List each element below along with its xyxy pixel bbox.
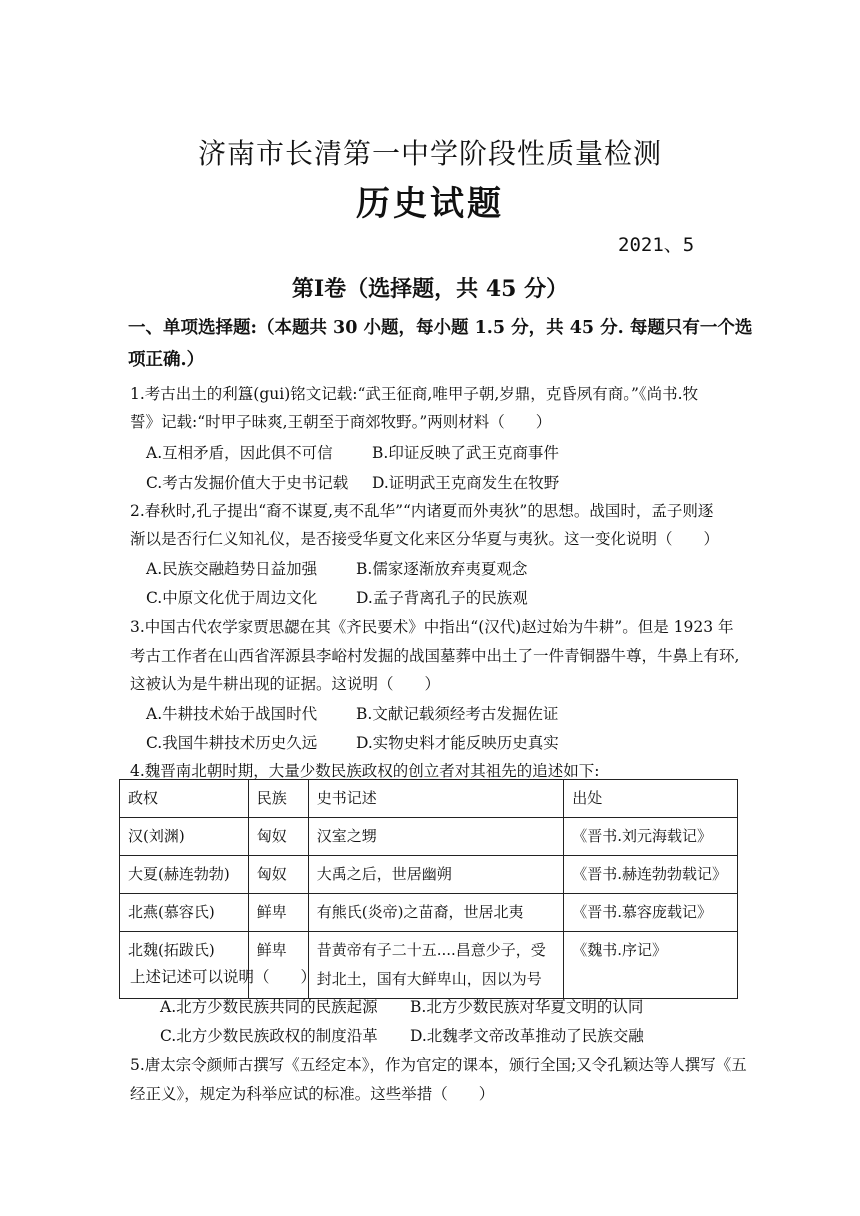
question-3-line2: 考古工作者在山西省浑源县李峪村发掘的战国墓葬中出土了一件青铜器牛尊，牛鼻上有环, xyxy=(130,647,740,665)
question-4-line1: 4.魏晋南北朝时期，大量少数民族政权的创立者对其祖先的追述如下: xyxy=(130,762,600,780)
question-5-line1: 5.唐太宗令颜师古撰写《五经定本》，作为官定的课本，颁行全国;又令孔颖达等人撰写《五 xyxy=(130,1056,747,1074)
question-1-option-a: A.互相矛盾，因此俱不可信 xyxy=(146,444,333,462)
exam-date: 2021、5 xyxy=(618,234,695,256)
table-header-cell: 政权 xyxy=(120,780,249,818)
question-5-line2: 经正义》，规定为科举应试的标准。这些举措（ ） xyxy=(130,1085,495,1103)
table-cell: 汉(刘渊) xyxy=(120,818,249,856)
table-cell: 《魏书.序记》 xyxy=(564,932,738,999)
question-1-option-b: B.印证反映了武王克商事件 xyxy=(372,444,559,462)
table-row xyxy=(120,856,738,894)
question-3-line3: 这被认为是牛耕出现的证据。这说明（ ） xyxy=(130,675,441,693)
question-2-option-c: C.中原文化优于周边文化 xyxy=(146,589,318,607)
table-header-row xyxy=(120,780,738,818)
table-header-cell: 出处 xyxy=(564,780,738,818)
question-4-option-d: D.北魏孝文帝改革推动了民族交融 xyxy=(410,1027,644,1045)
question-2-line2: 渐以是否行仁义知礼仪，是否接受华夏文化来区分华夏与夷狄。这一变化说明（ ） xyxy=(130,530,720,548)
table-row xyxy=(120,894,738,932)
table-cell: 北燕(慕容氏) xyxy=(120,894,249,932)
question-3-option-b: B.文献记载须经考古发掘佐证 xyxy=(356,705,559,723)
table-row xyxy=(120,818,738,856)
question-2-option-b: B.儒家逐渐放弃夷夏观念 xyxy=(356,560,528,578)
question-2-option-a: A.民族交融趋势日益加强 xyxy=(146,560,318,578)
table-cell: 匈奴 xyxy=(248,818,308,856)
school-title: 济南市长清第一中学阶段性质量检测 xyxy=(197,137,662,170)
question-2-option-d: D.孟子背离孔子的民族观 xyxy=(356,589,528,607)
question-3-option-a: A.牛耕技术始于战国时代 xyxy=(146,705,318,723)
question-1-line2: 誓》记载:“时甲子昧爽,王朝至于商郊牧野。”两则材料（ ） xyxy=(130,413,552,431)
table-cell: 鲜卑 xyxy=(248,932,308,999)
table-cell: 匈奴 xyxy=(248,856,308,894)
question-1-line1: 1.考古出土的利簋(gui)铭文记载:“武王征商,唯甲子朝,岁鼎，克昏夙有商。”《尚书.牧 xyxy=(130,385,699,403)
table-cell: 有熊氏(炎帝)之苗裔，世居北夷 xyxy=(308,894,564,932)
table-header-cell: 史书记述 xyxy=(308,780,564,818)
table-cell: 《晋书.刘元海载记》 xyxy=(564,818,738,856)
question-1-option-d: D.证明武王克商发生在牧野 xyxy=(372,474,560,492)
table-cell: 大夏(赫连勃勃) xyxy=(120,856,249,894)
table-cell: 北魏(拓跋氏) xyxy=(120,932,249,999)
exam-title: 历史试题 xyxy=(356,184,504,224)
part-title: 第Ⅰ卷（选择题，共 45 分） xyxy=(291,276,569,302)
question-4-option-a: A.北方少数民族共同的民族起源 xyxy=(160,998,378,1016)
question-4-option-b: B.北方少数民族对华夏文明的认同 xyxy=(410,998,644,1016)
section-instruction-line2: 项正确.） xyxy=(128,350,205,370)
question-2-line1: 2.春秋时,孔子提出“裔不谋夏,夷不乱华”“内诸夏而外夷狄”的思想。战国时，孟子则逐 xyxy=(130,502,714,520)
table-cell: 大禹之后，世居幽朔 xyxy=(308,856,564,894)
table-header-cell: 民族 xyxy=(248,780,308,818)
question-4-stem: 上述记述可以说明（ ） xyxy=(130,968,317,986)
table-cell: 汉室之甥 xyxy=(308,818,564,856)
question-4-option-c: C.北方少数民族政权的制度沿革 xyxy=(160,1027,378,1045)
question-3-option-d: D.实物史料才能反映历史真实 xyxy=(356,734,559,752)
table-cell: 昔黄帝有子二十五....昌意少子，受封北土，国有大鲜卑山，因以为号 xyxy=(308,932,564,999)
question-3-option-c: C.我国牛耕技术历史久远 xyxy=(146,734,318,752)
section-instruction-line1: 一、单项选择题:（本题共 30 小题，每小题 1.5 分，共 45 分. 每题只有一个选 xyxy=(128,318,753,338)
table-cell: 鲜卑 xyxy=(248,894,308,932)
question-3-line1: 3.中国古代农学家贾思勰在其《齐民要术》中指出“(汉代)赵过始为牛耕”。但是 1923 年 xyxy=(130,618,734,636)
table-cell: 《晋书.赫连勃勃载记》 xyxy=(564,856,738,894)
table-cell: 《晋书.慕容庞载记》 xyxy=(564,894,738,932)
question-1-option-c: C.考古发掘价值大于史书记载 xyxy=(146,474,349,492)
